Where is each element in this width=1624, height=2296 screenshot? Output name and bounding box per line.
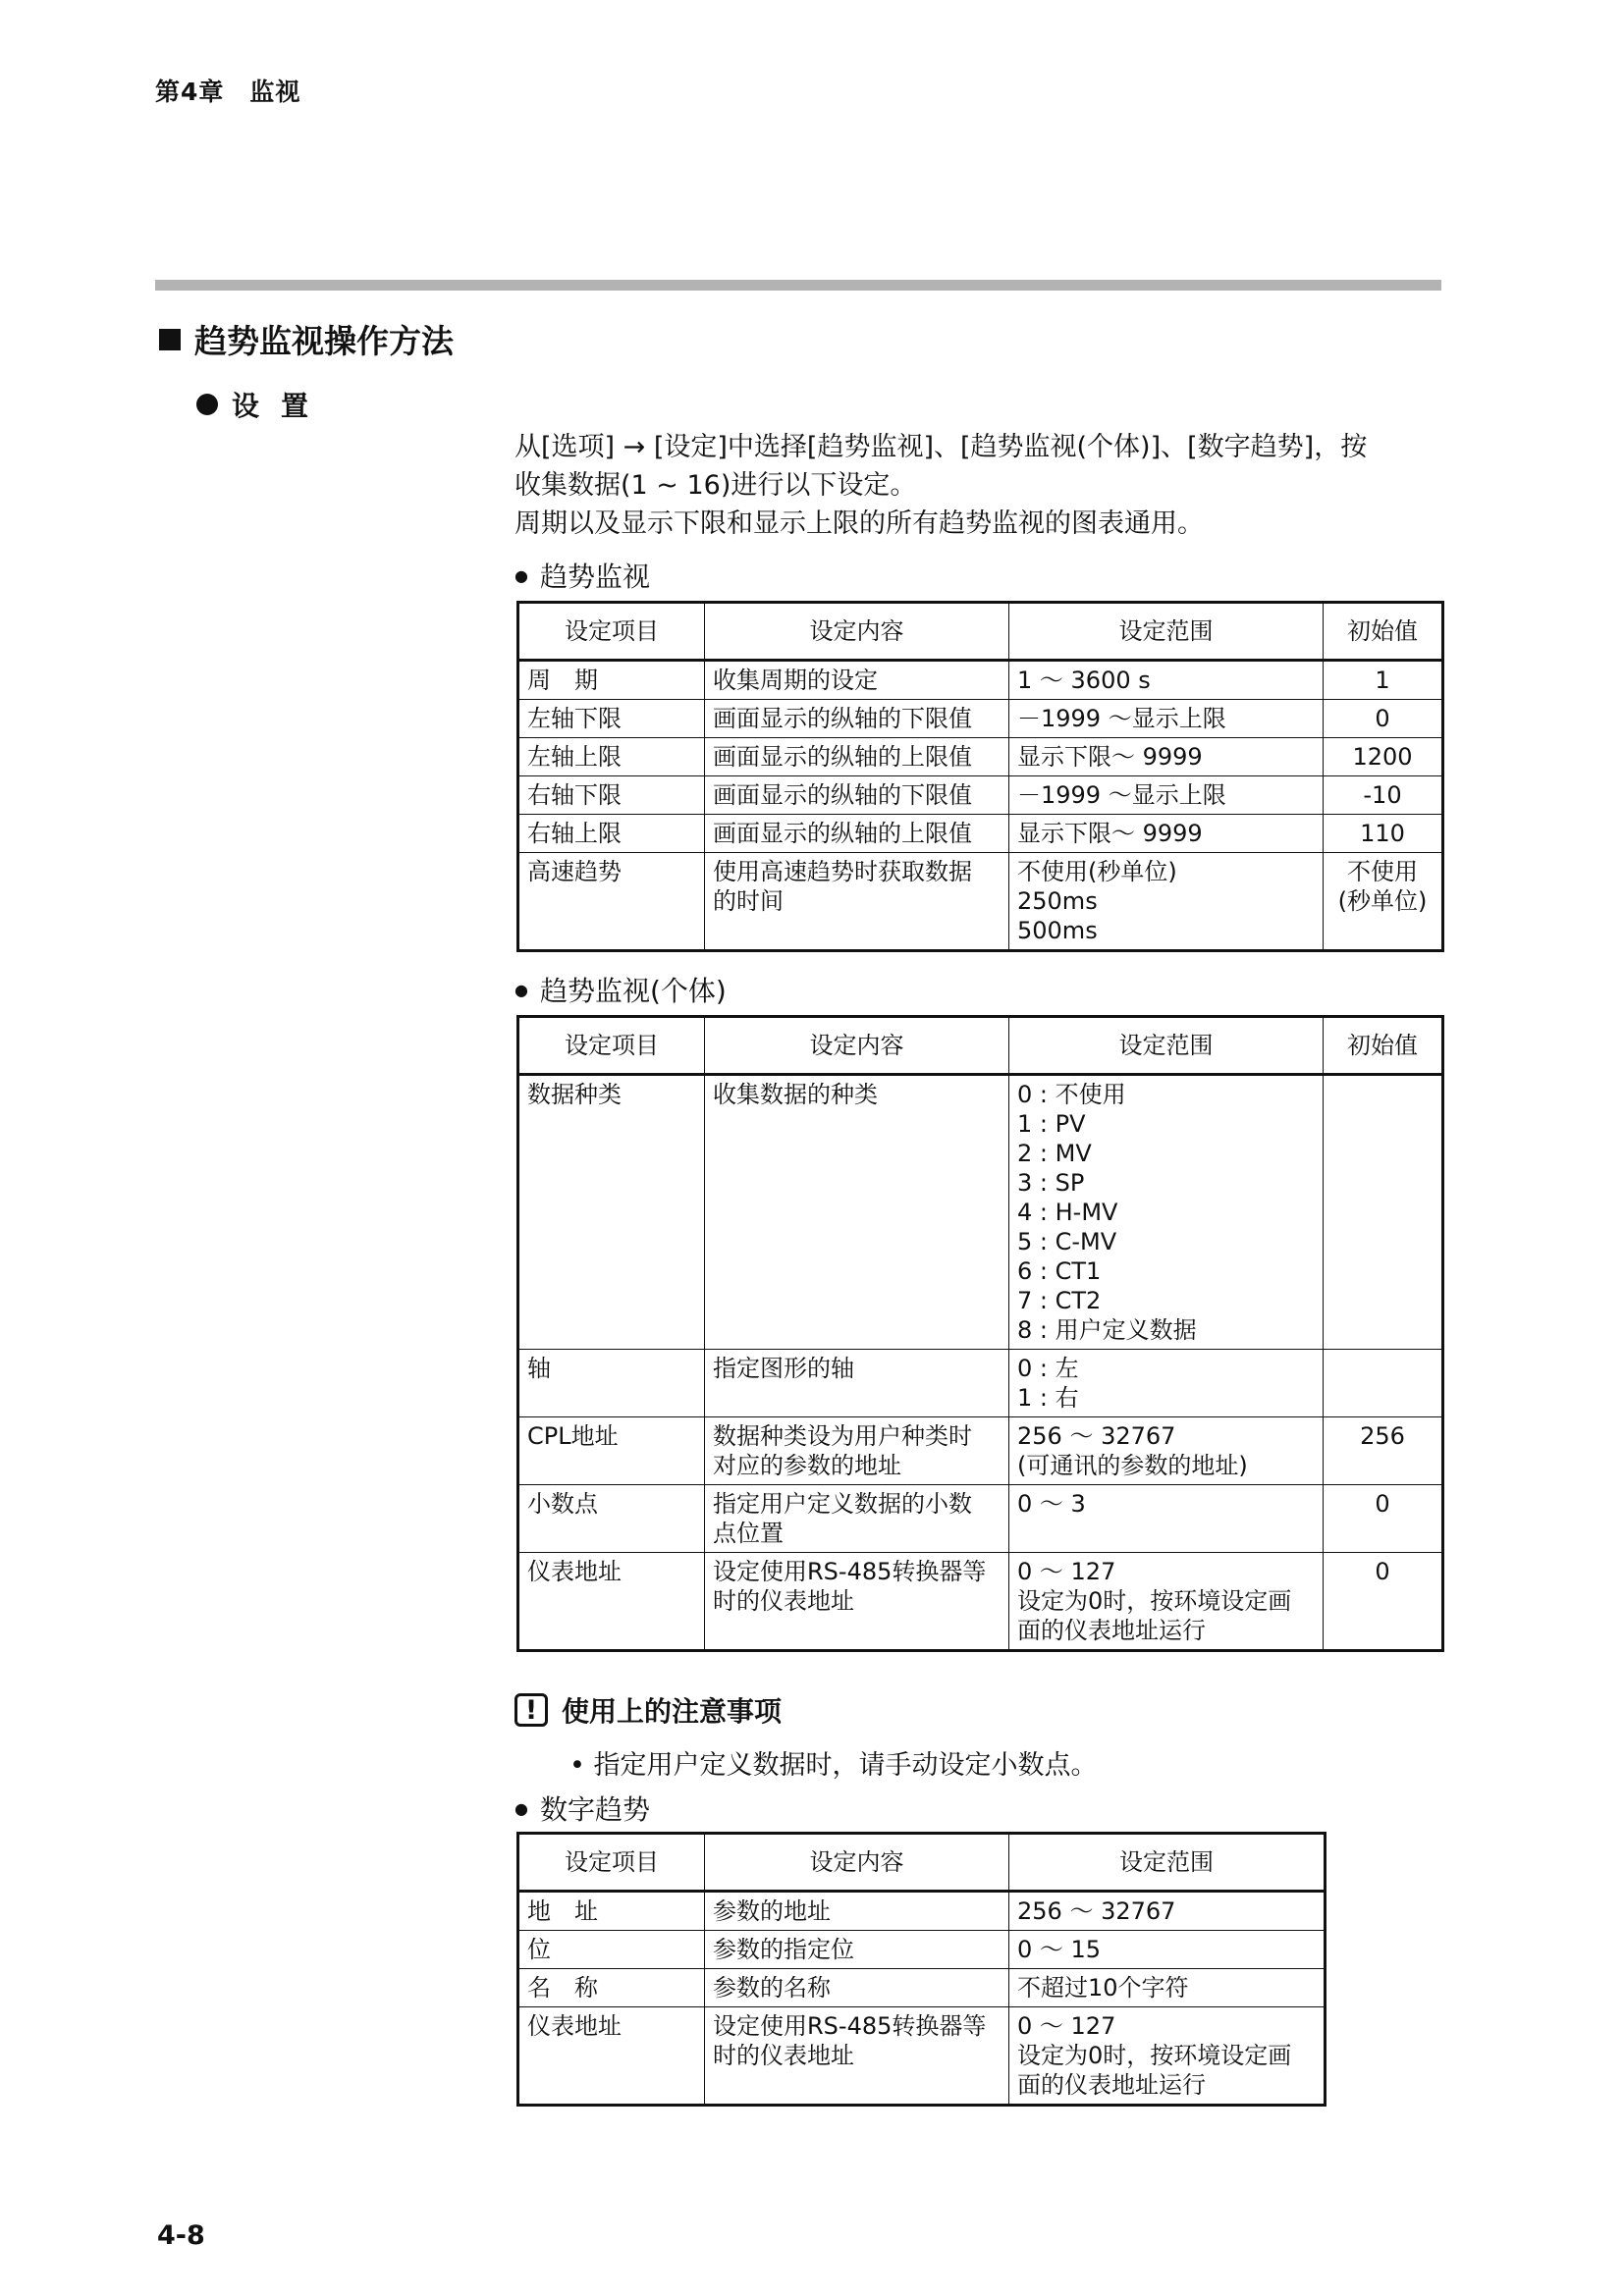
table-cell: 1200: [1324, 738, 1443, 776]
table-cell: 0 ～ 15: [1009, 1931, 1326, 1969]
column-header: 初始值: [1324, 1017, 1443, 1075]
square-bullet-icon: [159, 329, 181, 350]
table-cell: 画面显示的纵轴的上限值: [705, 738, 1009, 776]
table-cell: 显示下限～ 9999: [1009, 738, 1324, 776]
table1-label-text: 趋势监视: [539, 561, 650, 593]
table-cell: 0: [1324, 1485, 1443, 1553]
table-cell: 指定用户定义数据的小数 点位置: [705, 1485, 1009, 1553]
dot-bullet-icon: ●: [514, 1798, 528, 1818]
table-cell: －1999 ～显示上限: [1009, 776, 1324, 815]
table-cell: 左轴上限: [518, 738, 705, 776]
table-cell: 名 称: [518, 1969, 705, 2007]
table-cell: -10: [1324, 776, 1443, 815]
table-row: [518, 2007, 1326, 2106]
column-header: 设定范围: [1009, 603, 1324, 661]
table-cell: 数据种类设为用户种类时 对应的参数的地址: [705, 1417, 1009, 1485]
table-cell: 画面显示的纵轴的下限值: [705, 776, 1009, 815]
table-cell: 小数点: [518, 1485, 705, 1553]
column-header: 设定范围: [1009, 1017, 1324, 1075]
table-row: [518, 1553, 1443, 1651]
column-header: 设定范围: [1009, 1834, 1326, 1892]
trend-monitor-individual-table: [516, 1015, 1444, 1652]
table2-label-text: 趋势监视(个体): [539, 975, 727, 1007]
table-cell: 高速趋势: [518, 853, 705, 951]
digital-trend-table: [516, 1832, 1326, 2107]
intro-paragraph: [514, 428, 1457, 543]
table-row: [518, 1350, 1443, 1417]
subsection-heading: [196, 385, 330, 424]
table-cell: 256 ～ 32767: [1009, 1892, 1326, 1931]
column-header: 初始值: [1324, 603, 1443, 661]
intro-line: 收集数据(1 ~ 16)进行以下设定。: [514, 470, 917, 501]
table-cell: 画面显示的纵轴的上限值: [705, 815, 1009, 853]
table-row: [518, 1075, 1443, 1350]
table-cell: 收集周期的设定: [705, 661, 1009, 700]
page-number: 4-8: [157, 2220, 205, 2251]
usage-notice: [514, 1690, 782, 1730]
table-cell: CPL地址: [518, 1417, 705, 1485]
table-cell: 右轴下限: [518, 776, 705, 815]
section-title: 趋势监视操作方法: [194, 322, 454, 360]
table-cell: －1999 ～显示上限: [1009, 700, 1324, 738]
table-row: [518, 661, 1443, 700]
table-cell: 1: [1324, 661, 1443, 700]
table1-label: [514, 556, 650, 595]
table-cell: 收集数据的种类: [705, 1075, 1009, 1350]
table-cell: 仪表地址: [518, 2007, 705, 2106]
table-cell: 地 址: [518, 1892, 705, 1931]
table-cell: 0: [1324, 1553, 1443, 1651]
table3-label-text: 数字趋势: [539, 1793, 650, 1826]
table-cell: 不使用(秒单位) 250ms 500ms: [1009, 853, 1324, 951]
trend-monitor-table: [516, 601, 1444, 952]
table-row: [518, 1892, 1326, 1931]
table-row: [518, 738, 1443, 776]
table-row: [518, 815, 1443, 853]
intro-line: 从[选项] → [设定]中选择[趋势监视]、[趋势监视(个体)]、[数字趋势]，按: [514, 432, 1368, 462]
table-cell: 使用高速趋势时获取数据 的时间: [705, 853, 1009, 951]
dot-bullet-icon: ●: [514, 565, 528, 585]
table-cell: 参数的指定位: [705, 1931, 1009, 1969]
table-cell: [1324, 1350, 1443, 1417]
table-cell: 数据种类: [518, 1075, 705, 1350]
circle-bullet-icon: [196, 394, 218, 415]
column-header: 设定内容: [705, 1017, 1009, 1075]
table3-label: [514, 1789, 650, 1828]
notice-title: 使用上的注意事项: [562, 1695, 783, 1728]
table-cell: 右轴上限: [518, 815, 705, 853]
column-header: 设定内容: [705, 1834, 1009, 1892]
table-cell: 0 : 左 1 : 右: [1009, 1350, 1324, 1417]
column-header: 设定项目: [518, 1834, 705, 1892]
notice-item: • 指定用户定义数据时，请手动设定小数点。: [569, 1750, 1098, 1781]
table-cell: 0 : 不使用 1 : PV 2 : MV 3 : SP 4 : H-MV 5 : C-MV 6 : CT1 7 : CT2 8 : 用户定义数据: [1009, 1075, 1324, 1350]
table-cell: 参数的名称: [705, 1969, 1009, 2007]
exclamation-icon: !: [514, 1693, 548, 1727]
table-cell: 0 ～ 127 设定为0时，按环境设定画 面的仪表地址运行: [1009, 2007, 1326, 2106]
table2-label: [514, 970, 727, 1009]
table-row: [518, 1931, 1326, 1969]
table-row: [518, 1417, 1443, 1485]
section-divider: [155, 280, 1441, 291]
intro-line: 周期以及显示下限和显示上限的所有趋势监视的图表通用。: [514, 508, 1204, 539]
table-cell: 左轴下限: [518, 700, 705, 738]
table-header-row: [518, 1017, 1443, 1075]
table-cell: 256: [1324, 1417, 1443, 1485]
table-header-row: [518, 1834, 1326, 1892]
dot-bullet-icon: ●: [514, 980, 528, 999]
table-cell: [1324, 1075, 1443, 1350]
column-header: 设定项目: [518, 603, 705, 661]
table-cell: 0 ～ 3: [1009, 1485, 1324, 1553]
table-cell: 设定使用RS-485转换器等 时的仪表地址: [705, 2007, 1009, 2106]
table-cell: 周 期: [518, 661, 705, 700]
column-header: 设定内容: [705, 603, 1009, 661]
table-cell: 设定使用RS-485转换器等 时的仪表地址: [705, 1553, 1009, 1651]
table-cell: 0 ～ 127 设定为0时，按环境设定画 面的仪表地址运行: [1009, 1553, 1324, 1651]
table-cell: 1 ～ 3600 s: [1009, 661, 1324, 700]
section-heading: [159, 316, 454, 362]
table-cell: 显示下限～ 9999: [1009, 815, 1324, 853]
table-row: [518, 1969, 1326, 2007]
table-row: [518, 700, 1443, 738]
table-cell: 仪表地址: [518, 1553, 705, 1651]
table-cell: 不超过10个字符: [1009, 1969, 1326, 2007]
table-cell: 0: [1324, 700, 1443, 738]
subsection-title: 设置: [232, 390, 331, 422]
table-header-row: [518, 603, 1443, 661]
table-row: [518, 776, 1443, 815]
table-row: [518, 853, 1443, 951]
table-cell: 画面显示的纵轴的下限值: [705, 700, 1009, 738]
table-cell: 轴: [518, 1350, 705, 1417]
table-row: [518, 1485, 1443, 1553]
table-cell: 参数的地址: [705, 1892, 1009, 1931]
chapter-header: 第4章 监视: [155, 78, 301, 106]
column-header: 设定项目: [518, 1017, 705, 1075]
table-cell: 不使用 (秒单位): [1324, 853, 1443, 951]
table-cell: 位: [518, 1931, 705, 1969]
table-cell: 指定图形的轴: [705, 1350, 1009, 1417]
table-cell: 110: [1324, 815, 1443, 853]
table-cell: 256 ～ 32767 (可通讯的参数的地址): [1009, 1417, 1324, 1485]
